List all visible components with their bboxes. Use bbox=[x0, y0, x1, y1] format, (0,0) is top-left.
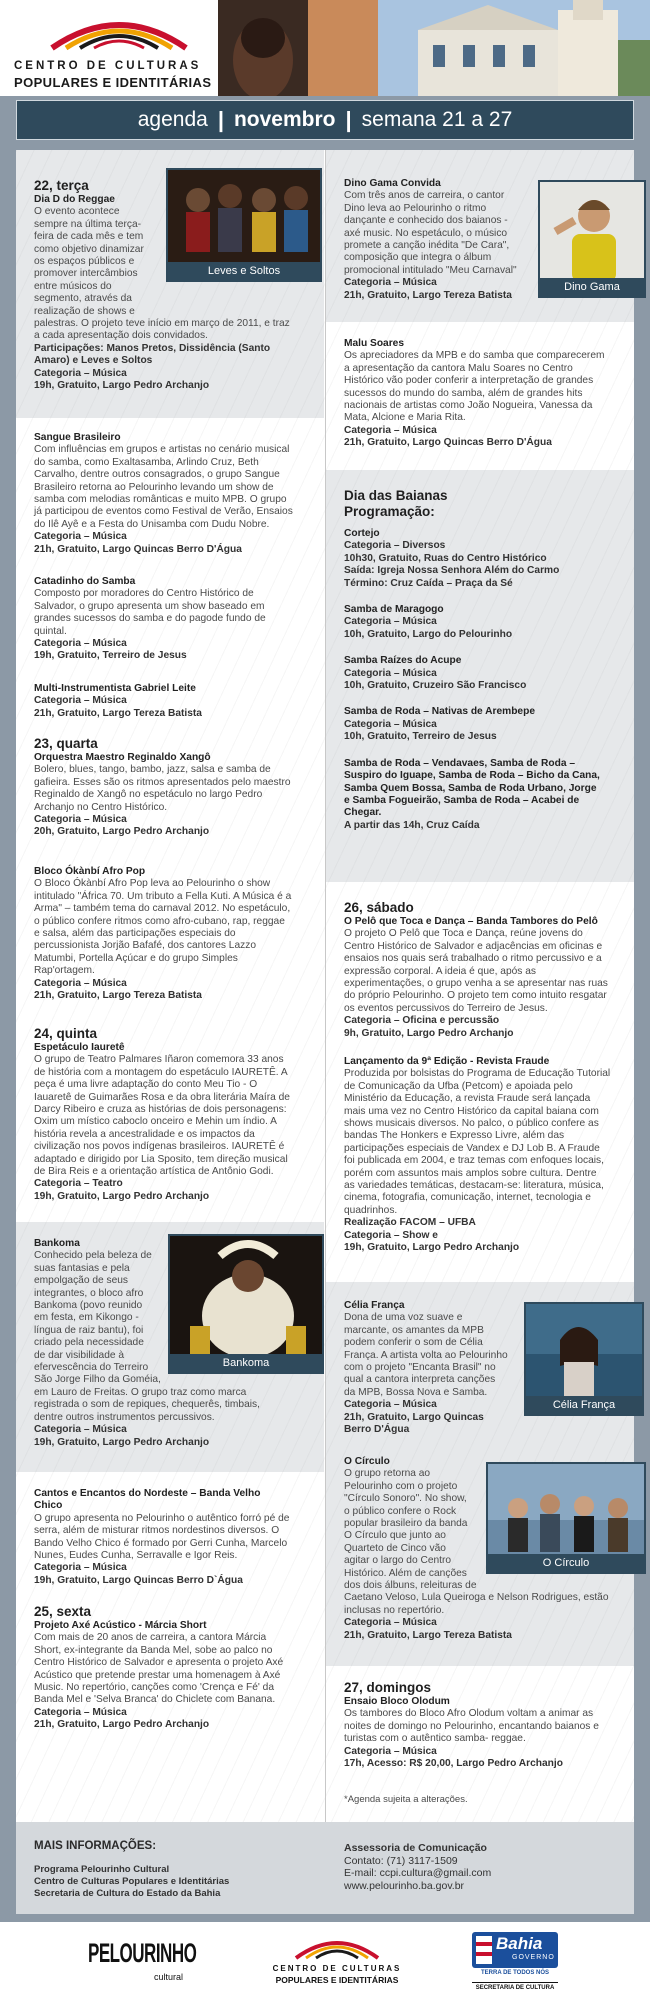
desc-line: percussionista Jorjão Bafafé, dos cantores Lazzo bbox=[34, 940, 256, 952]
event-participants: Amaro) e Leves e Soltos bbox=[34, 355, 153, 367]
desc-line: gafieira. Esses são os ritmos apresentados pelo maestro bbox=[34, 776, 291, 788]
desc-line: Pelourinho com o projeto bbox=[344, 1480, 458, 1492]
desc-line: de dar visibilidade à bbox=[34, 1349, 125, 1361]
desc-line: Acústico que pretende prestar uma homenagem à Axé bbox=[34, 1669, 281, 1681]
event-realization: Realização FACOM – UFBA bbox=[344, 1217, 476, 1229]
event-catadinho-do-samba bbox=[34, 576, 320, 663]
event-category: Categoria – Música bbox=[34, 814, 127, 826]
desc-line: Archanjo no Centro Histórico. bbox=[34, 801, 168, 813]
event-category: Categoria – Música bbox=[344, 1399, 437, 1411]
desc-line: O grupo de Teatro Palmares Iñaron comemora 33 anos bbox=[34, 1054, 284, 1066]
desc-line: Salvador, o grupo apresenta um show baseado em bbox=[34, 600, 265, 612]
title-separator: | bbox=[217, 107, 224, 132]
day-heading: 24, quinta bbox=[34, 1026, 98, 1041]
desc-line: Com mais de 20 anos de carreira, a cantora Márcia bbox=[34, 1632, 267, 1644]
desc-line: quadrinhos. bbox=[344, 1204, 398, 1216]
photo-leves-e-soltos bbox=[166, 168, 322, 282]
event-title: Bankoma bbox=[34, 1238, 80, 1249]
ccpi-footer-logo bbox=[262, 1932, 412, 1992]
event-title: O Círculo bbox=[344, 1456, 390, 1467]
day-heading: 22, terça bbox=[34, 178, 89, 193]
event-info: 19h, Gratuito, Terreiro de Jesus bbox=[34, 650, 187, 662]
event-revista-fraude bbox=[344, 1056, 630, 1255]
event-info: 9h, Gratuito, Largo Pedro Archanjo bbox=[344, 1027, 514, 1039]
desc-line: Caetano Veloso, Lula Queiroga e Nelson Rodrigues, estão bbox=[344, 1592, 609, 1604]
ccpi-footer-line2: POPULARES E IDENTITÁRIAS bbox=[275, 1975, 399, 1985]
desc-line: França. A artista volta ao Pelourinho bbox=[344, 1349, 508, 1361]
desc-line: e salsa, além das participações especiais do bbox=[34, 928, 236, 940]
program-item-title: Samba Quem Bossa, Samba de Roda Urbano, Jorge bbox=[344, 782, 597, 794]
event-category: Categoria – Música bbox=[34, 977, 127, 989]
photo-caption: Leves e Soltos bbox=[168, 262, 320, 280]
desc-line: popular brasileiro da banda bbox=[344, 1518, 468, 1530]
day-heading: 26, sábado bbox=[344, 900, 414, 915]
desc-line: a cada apresentação dois convidados. bbox=[34, 330, 208, 342]
desc-line: inclusas no repertório. bbox=[344, 1604, 445, 1616]
desc-line: as variedades temáticas, destacam-se: literatura, música, bbox=[344, 1180, 604, 1192]
logo-line1: CENTRO DE CULTURAS bbox=[14, 60, 202, 72]
desc-line: São Jorge Filho da Goméia, bbox=[34, 1374, 161, 1386]
photo-caption: Bankoma bbox=[170, 1354, 322, 1372]
event-desc-narrow bbox=[344, 1312, 524, 1436]
event-title: Projeto Axé Acústico - Márcia Short bbox=[34, 1620, 207, 1631]
event-desc-narrow bbox=[34, 1250, 164, 1386]
event-info: 17h, Acesso: R$ 20,00, Largo Pedro Archanjo bbox=[344, 1758, 563, 1770]
desc-line: Oxim um místico caboclo onceiro e Mehin um índio. A bbox=[34, 1116, 277, 1128]
celia-franca-photo-icon bbox=[526, 1304, 644, 1400]
desc-line: samba com melodias românticas e muito MPB. O grupo bbox=[34, 494, 287, 506]
desc-line: cinema, fotografia, comunicação, internet, tecnologia e bbox=[344, 1192, 591, 1204]
event-title: Sangue Brasileiro bbox=[34, 432, 121, 443]
desc-line: mais uma vez no Centro Histórico da capital baiana com bbox=[344, 1105, 599, 1117]
desc-line: foi publicada em 2004, e traz temas com enfoques locais, bbox=[344, 1155, 604, 1167]
bahia-flag-icon bbox=[476, 1936, 492, 1964]
desc-line: O Círculo que junto ao bbox=[344, 1530, 446, 1542]
event-info: 19h, Gratuito, Largo Pedro Archanjo bbox=[34, 380, 210, 392]
desc-line: Composto por moradores do Centro Histórico de bbox=[34, 588, 254, 600]
event-info: 21h, Gratuito, Largo Tereza Batista bbox=[344, 1629, 512, 1641]
desc-line: promocional intitulado "Meu Carnaval" bbox=[344, 264, 517, 276]
desc-line: ensaios nos quais será trabalhado o ritmo percussivo e a bbox=[344, 953, 602, 965]
event-category: Categoria – Música bbox=[34, 695, 127, 707]
desc-line: Histórico vão poder conferir a interpretação de grandes bbox=[344, 375, 594, 387]
event-info: 21h, Gratuito, Largo Pedro Archanjo bbox=[34, 1719, 210, 1731]
ccpi-logo bbox=[14, 8, 214, 92]
program-item-title: Samba Raízes do Acupe bbox=[344, 655, 462, 667]
desc-line: O grupo apresenta no Pelourinho o autêntico forró pé de bbox=[34, 1512, 290, 1524]
desc-line: os eventos percussivos do Terreiro de Jesus. bbox=[344, 1002, 548, 1014]
desc-line: de história com a montagem do espetáculo IAURETÊ. A bbox=[34, 1066, 288, 1078]
event-malu-soares bbox=[344, 338, 630, 450]
photo-caption: O Círculo bbox=[488, 1554, 644, 1572]
event-espetaculo-iaurete bbox=[34, 1026, 320, 1203]
desc-line: integrantes, o bloco afro bbox=[34, 1287, 144, 1299]
bahia-logo-box bbox=[472, 1932, 558, 1968]
program-item-line: A partir das 14h, Cruz Caída bbox=[344, 819, 480, 831]
desc-line: língua de raiz bantu), foi bbox=[34, 1324, 144, 1336]
event-dia-das-baianas bbox=[344, 488, 630, 832]
spacer bbox=[344, 520, 630, 528]
event-desc-narrow bbox=[344, 1468, 484, 1580]
desc-line: porém com assuntos mais amplos sobre cultura. Dentre bbox=[344, 1167, 597, 1179]
desc-line: grandes sucessos do samba e do pagode fundo de bbox=[34, 613, 266, 625]
band-photo-icon bbox=[168, 170, 322, 266]
section-heading: Programação: bbox=[344, 504, 435, 519]
desc-line: de Comunicação da Ufba (Petcom) e apoiada pelo bbox=[344, 1080, 573, 1092]
event-title: Lançamento da 9ª Edição - Revista Fraude bbox=[344, 1056, 550, 1067]
event-title: Cantos e Encantos do Nordeste – Banda Velho bbox=[34, 1488, 261, 1499]
event-orquestra-xango bbox=[34, 736, 320, 839]
desc-line: Iauaretê de Guimarães Rosa e da obra literária Maíra de bbox=[34, 1091, 290, 1103]
desc-line: criado pela necessidade bbox=[34, 1337, 144, 1349]
desc-line: Conhecido pela beleza de bbox=[34, 1250, 152, 1262]
bankoma-photo-icon bbox=[170, 1236, 324, 1358]
event-info: 19h, Gratuito, Largo Quincas Berro D`Água bbox=[34, 1574, 243, 1586]
program-item-line: 10h, Gratuito, Cruzeiro São Francisco bbox=[344, 680, 527, 692]
desc-line: Centro Histórico de Salvador e apresenta o projeto Axé bbox=[34, 1657, 284, 1669]
desc-line: intitulado "África 70. Um tributo a Fella Kuti. A Música é a bbox=[34, 890, 292, 902]
desc-line: feira de cada mês e tem bbox=[34, 231, 144, 243]
pelourinho-cultural-logo bbox=[88, 1938, 208, 1986]
press-contact bbox=[344, 1842, 491, 1892]
event-title: Espetáculo Iauretê bbox=[34, 1042, 125, 1053]
header-photo-collage bbox=[218, 0, 650, 100]
photo-o-circulo bbox=[486, 1462, 646, 1574]
logo-arcs-icon bbox=[44, 8, 194, 52]
desc-line: noites de domingo no Pelourinho, encantando baianos e bbox=[344, 1720, 599, 1732]
program-item-title: Samba de Roda – Vendavaes, Samba de Roda – bbox=[344, 757, 576, 769]
desc-line: serra, além de misturar ritmos nordestinos diversos. O bbox=[34, 1525, 280, 1537]
desc-line: O projeto O Pelô que Toca e Dança, reúne jovens do bbox=[344, 928, 583, 940]
event-category: Categoria – Teatro bbox=[34, 1178, 123, 1190]
event-info: 21h, Gratuito, Largo Tereza Batista bbox=[34, 707, 202, 719]
event-category: Categoria – Música bbox=[344, 1617, 437, 1629]
desc-line: Quarteto de Cinco vão bbox=[344, 1542, 446, 1554]
spacer bbox=[344, 692, 630, 706]
program-item-line: Categoria – Música bbox=[344, 718, 437, 730]
desc-line: Bankoma (povo reunido bbox=[34, 1300, 143, 1312]
desc-line: turistas com o autêntico samba- reggae. bbox=[344, 1733, 526, 1745]
event-category: Categoria – Música bbox=[34, 638, 127, 650]
event-axe-acustico bbox=[34, 1604, 320, 1732]
bahia-logo-text: Bahia bbox=[496, 1934, 543, 1953]
desc-line: os espaços públicos e bbox=[34, 256, 135, 268]
event-info: Berro D'Água bbox=[344, 1424, 410, 1436]
event-desc-narrow bbox=[34, 206, 162, 318]
logos-top-bar bbox=[0, 1918, 650, 1922]
desc-line: Nunes, Eudes Cunha, Serravalle e Igor Reis. bbox=[34, 1550, 238, 1562]
program-item-line: Categoria – Diversos bbox=[344, 540, 446, 552]
event-banda-velho-chico bbox=[34, 1488, 320, 1587]
desc-line: Dona de uma voz suave e bbox=[344, 1312, 463, 1324]
desc-line: nacionais de artistas como João Nogueira, Vanessa da bbox=[344, 400, 593, 412]
photo-caption: Célia França bbox=[526, 1396, 642, 1414]
pelourinho-logo-text: PELOURINHO bbox=[88, 1938, 197, 1969]
event-title: Célia França bbox=[344, 1300, 405, 1311]
desc-line: quintal. bbox=[34, 625, 67, 637]
logo-line2: POPULARES E IDENTITÁRIAS bbox=[14, 75, 212, 90]
desc-line: sucessos do mundo do samba, além de grandes hits bbox=[344, 387, 583, 399]
program-item-title: Suspiro do Iguape, Samba de Roda – Bicho da Cana, bbox=[344, 770, 600, 782]
event-title: Orquestra Maestro Reginaldo Xangô bbox=[34, 752, 211, 763]
desc-line: Banda Mel e 'Selva Branca' do Chiclete com Banana. bbox=[34, 1694, 276, 1706]
desc-line: axé music. No espetáculo, o músico bbox=[344, 227, 508, 239]
desc-line: realização de shows e bbox=[34, 305, 135, 317]
desc-line: sempre na última terça- bbox=[34, 218, 142, 230]
bahia-government-logo bbox=[470, 1932, 560, 1992]
desc-line: civilização nos povos indígenas brasileiros. IAURETÊ é bbox=[34, 1141, 285, 1153]
event-title-cont: Chico bbox=[34, 1500, 63, 1512]
desc-line: shows musicais diversos. No palco, o público confere as bbox=[344, 1118, 599, 1130]
contact-website: www.pelourinho.ba.gov.br bbox=[344, 1879, 465, 1892]
event-category: Categoria – Música bbox=[34, 1706, 127, 1718]
desc-line: a apresentação da cantora Malu Soares no Centro bbox=[344, 362, 573, 374]
desc-line: do Ilê Ayê e a Festa do Unisamba com Dudu Nobre. bbox=[34, 518, 270, 530]
desc-line: O evento acontece bbox=[34, 206, 120, 218]
program-item-line: Categoria – Música bbox=[344, 667, 437, 679]
event-category: Categoria – Música bbox=[344, 277, 437, 289]
event-pelo-toca-danca bbox=[344, 900, 630, 1040]
agenda-titlebar bbox=[16, 100, 634, 140]
desc-line: entre músicos do bbox=[34, 280, 112, 292]
event-sangue-brasileiro bbox=[34, 432, 320, 556]
pelourinho-logo-sub: cultural bbox=[154, 1972, 184, 1982]
desc-line: marcante, os amantes da MPB bbox=[344, 1324, 484, 1336]
desc-line: O Bloco Ókànbí Afro Pop leva ao Pelourinho o show bbox=[34, 878, 271, 890]
photo-caption: Dino Gama bbox=[540, 278, 644, 296]
desc-line: dos dois álbuns, releituras de bbox=[344, 1580, 477, 1592]
contact-email: E-mail: ccpi.cultura@gmail.com bbox=[344, 1867, 492, 1879]
desc-line: adaptado e dirigido por Lia Sposito, tem direção musical bbox=[34, 1153, 288, 1165]
desc-line: palestras. O projeto teve início em março de 2011, e traz bbox=[34, 318, 290, 330]
day-heading: 25, sexta bbox=[34, 1604, 92, 1619]
desc-line: história revela a ancestralidade e os impactos da bbox=[34, 1128, 255, 1140]
event-bloco-okanbi bbox=[34, 866, 320, 1002]
more-info-heading: MAIS INFORMAÇÕES: bbox=[34, 1840, 157, 1852]
contact-phone: Contato: (71) 3117-1509 bbox=[344, 1854, 458, 1867]
desc-line: Bolero, blues, tango, bambo, jazz, salsa e samba de bbox=[34, 764, 271, 776]
program-item-title: Chegar. bbox=[344, 807, 382, 819]
event-category: Categoria – Música bbox=[34, 531, 127, 543]
event-category: Categoria – Música bbox=[344, 424, 437, 436]
title-agenda: agenda bbox=[137, 108, 208, 131]
desc-line: suas fantasias e pela bbox=[34, 1262, 130, 1274]
event-info: 19h, Gratuito, Largo Pedro Archanjo bbox=[34, 1436, 210, 1448]
desc-line: Histórico. Além de canções bbox=[344, 1567, 467, 1579]
program-item-title: Samba de Maragogo bbox=[344, 604, 444, 616]
event-category: Categoria – Música bbox=[34, 1562, 127, 1574]
desc-line: como objetivo dinamizar bbox=[34, 243, 144, 255]
spacer bbox=[344, 590, 630, 604]
org-line: Programa Pelourinho Cultural bbox=[34, 1864, 170, 1875]
program-item-line: 10h, Gratuito, Largo do Pelourinho bbox=[344, 628, 513, 640]
org-line: Secretaria de Cultura do Estado da Bahia bbox=[34, 1888, 221, 1899]
desc-line: o público confere ritmos como afro-cubano, rap, reggae bbox=[34, 915, 285, 927]
desc-line: Reginaldo de Xangô no espetáculo no largo Pedro bbox=[34, 789, 263, 801]
event-category: Categoria – Show e bbox=[344, 1229, 438, 1241]
event-title: Malu Soares bbox=[344, 338, 405, 349]
event-title: O Pelô que Toca e Dança – Banda Tambores do Pelô bbox=[344, 916, 598, 927]
program-item-line: Saída: Igreja Nossa Senhora Além do Carmo bbox=[344, 565, 560, 577]
desc-line: dentre outros instrumentos percussivos. bbox=[34, 1411, 215, 1423]
event-desc-narrow bbox=[344, 190, 530, 277]
event-info: 21h, Gratuito, Largo Tereza Batista bbox=[344, 289, 512, 301]
desc-line: expressão corporal. A ideia é que, após as bbox=[344, 965, 536, 977]
desc-line: Rap'ortagem. bbox=[34, 965, 95, 977]
desc-line: Brasileiro retorna ao Pelourinho levando um show de bbox=[34, 481, 274, 493]
footer-logos bbox=[0, 1918, 650, 2000]
title-month: novembro bbox=[233, 108, 336, 131]
event-title: Catadinho do Samba bbox=[34, 576, 136, 587]
event-info: 21h, Gratuito, Largo Quincas Berro D'Água bbox=[34, 543, 242, 555]
event-bloco-olodum bbox=[344, 1680, 630, 1770]
desc-line: segmento, através da bbox=[34, 293, 132, 305]
title-separator: | bbox=[345, 107, 352, 132]
agenda-note: *Agenda sujeita a alterações. bbox=[344, 1794, 468, 1805]
desc-line: Os tambores do Bloco Afro Olodum voltam a animar as bbox=[344, 1708, 594, 1720]
desc-line: composição que integra o álbum bbox=[344, 252, 492, 264]
program-item-title: Cortejo bbox=[344, 528, 380, 539]
more-info-section bbox=[16, 1822, 634, 1914]
event-category: Categoria – Música bbox=[344, 1745, 437, 1757]
desc-line: Matumbi, Portella Açúcar e do grupo Simples bbox=[34, 952, 238, 964]
desc-line: do samba, como Exaltasamba, Arlindo Cruz, Beth bbox=[34, 456, 259, 468]
program-item-line: 10h, Gratuito, Terreiro de Jesus bbox=[344, 731, 497, 743]
o-circulo-photo-icon bbox=[488, 1464, 646, 1558]
event-info: 21h, Gratuito, Largo Quincas bbox=[344, 1411, 484, 1423]
desc-line: efervescência do Terreiro bbox=[34, 1362, 149, 1374]
agenda-body bbox=[16, 150, 634, 1822]
event-info: 20h, Gratuito, Largo Pedro Archanjo bbox=[34, 826, 210, 838]
spacer bbox=[344, 641, 630, 655]
program-item-title: Samba de Roda – Nativas de Arembepe bbox=[344, 706, 535, 718]
ccpi-footer-line1: CENTRO DE CULTURAS bbox=[272, 1964, 402, 1973]
titlebar-frame bbox=[0, 96, 650, 144]
desc-line: promete a canção inédita "De Cara", bbox=[344, 240, 510, 252]
event-info: 21h, Gratuito, Largo Tereza Batista bbox=[34, 990, 202, 1002]
photo-celia-franca bbox=[524, 1302, 644, 1416]
desc-line: da MPB, Bossa Nova e Samba. bbox=[344, 1386, 488, 1398]
event-participants: Participações: Manos Pretos, Dissidência (Santo bbox=[34, 342, 271, 354]
desc-line: "Círculo Sonoro". No show, bbox=[344, 1493, 467, 1505]
event-category: Categoria – Música bbox=[34, 1424, 127, 1436]
event-category: Categoria – Oficina e percussão bbox=[344, 1015, 500, 1027]
event-info: 19h, Gratuito, Largo Pedro Archanjo bbox=[34, 1190, 210, 1202]
desc-line: Carvalho, dentre outros consagrados, o grupo Sangue bbox=[34, 469, 280, 481]
event-gabriel-leite bbox=[34, 683, 320, 720]
desc-line: Ministério da Educação, a revista Fraude será lançada bbox=[344, 1093, 591, 1105]
spacer bbox=[344, 744, 630, 758]
desc-line: empolgação de seus bbox=[34, 1275, 129, 1287]
desc-line: com o projeto "Encanta Brasil" no bbox=[344, 1362, 496, 1374]
event-title: Bloco Ókànbí Afro Pop bbox=[34, 866, 146, 877]
desc-line: podem conferir o som de Célia bbox=[344, 1337, 483, 1349]
ccpi-arcs-icon bbox=[292, 1932, 382, 1960]
more-info-orgs bbox=[34, 1864, 229, 1900]
desc-line: Centro Histórico de Salvador e adjacências em oficinas e bbox=[344, 940, 603, 952]
desc-line: Com três anos de carreira, o cantor bbox=[344, 190, 505, 202]
desc-line: Arma" – também tema do carnaval 2012. No espetáculo, bbox=[34, 903, 291, 915]
desc-line: de Bira Reis e a orientação artística de Antônio Godi. bbox=[34, 1166, 274, 1178]
program-item-line: Categoria – Música bbox=[344, 616, 437, 628]
desc-line: qual a cantora interpreta canções bbox=[344, 1374, 496, 1386]
desc-line: Com influências em grupos e artistas no cenário musical bbox=[34, 444, 290, 456]
day-heading: 23, quarta bbox=[34, 736, 98, 751]
event-title: Multi-Instrumentista Gabriel Leite bbox=[34, 683, 196, 694]
dino-gama-photo-icon bbox=[540, 182, 646, 282]
desc-line: Bando Velho Chico é formado por Gerri Cunha, Marcelo bbox=[34, 1537, 288, 1549]
desc-line: promover intercâmbios bbox=[34, 268, 138, 280]
desc-line: do próprio Pelourinho. O projeto tem como intuito resgatar bbox=[344, 990, 607, 1002]
desc-line: em festa, em Kikongo - bbox=[34, 1312, 139, 1324]
bahia-tagline: TERRA DE TODOS NÓS bbox=[480, 1970, 549, 1976]
program-item-line: 10h30, Gratuito, Ruas do Centro Histórico bbox=[344, 552, 547, 564]
event-title: Ensaio Bloco Olodum bbox=[344, 1696, 450, 1707]
desc-line: registrada o som de repiques, chequerês, timbais, bbox=[34, 1399, 260, 1411]
desc-line: O grupo retorna ao bbox=[344, 1468, 431, 1480]
desc-line: agitar o largo do Centro bbox=[344, 1555, 452, 1567]
event-info: 19h, Gratuito, Largo Pedro Archanjo bbox=[344, 1242, 520, 1254]
desc-line: dançante e conhecido dos baianos - bbox=[344, 215, 508, 227]
desc-line: o público confere o Rock bbox=[344, 1505, 457, 1517]
desc-line: Darcy Ribeiro e cruza as histórias de dois personagens: bbox=[34, 1104, 287, 1116]
event-title: Dino Gama Convida bbox=[344, 178, 441, 189]
header bbox=[0, 0, 650, 100]
desc-line: Dino leva ao Pelourinho o ritmo bbox=[344, 202, 487, 214]
event-title: Dia D do Reggae bbox=[34, 194, 115, 205]
desc-line: Produzida por bolsistas do Programa de Educação Tutorial bbox=[344, 1068, 611, 1080]
desc-line: experimentações, o grupo venha a se apresentar nas ruas bbox=[344, 978, 608, 990]
secretaria-label: SECRETARIA DE CULTURA bbox=[472, 1982, 558, 1991]
desc-line: já participou de eventos como Festival de Verão, Ensaios bbox=[34, 506, 293, 518]
desc-line: Music. No repertório, canções como 'Crença e Fé' da bbox=[34, 1682, 275, 1694]
bahia-logo-gov: GOVERNO bbox=[512, 1954, 555, 1961]
org-line: Centro de Culturas Populares e Identitárias bbox=[34, 1876, 230, 1887]
program-item-title: e Samba Fogueirão, Samba de Roda – Acabei de bbox=[344, 794, 580, 806]
day-heading: 27, domingos bbox=[344, 1680, 432, 1695]
desc-line: bandas The Honkers e Expresso Livre, além das bbox=[344, 1130, 565, 1142]
desc-line: Mata, Alcione e Maria Rita. bbox=[344, 412, 466, 424]
desc-line: Os apreciadores da MPB e do samba que comparecerem bbox=[344, 350, 605, 362]
desc-line: participações especiais de Vandex e DJ Lob B. A Fraude bbox=[344, 1142, 600, 1154]
title-week: semana 21 a 27 bbox=[361, 108, 513, 131]
photo-bankoma bbox=[168, 1234, 324, 1374]
photo-dino-gama bbox=[538, 180, 646, 298]
event-info: 21h, Gratuito, Largo Quincas Berro D'Água bbox=[344, 437, 552, 449]
event-category: Categoria – Música bbox=[34, 367, 127, 379]
section-heading: Dia das Baianas bbox=[344, 488, 448, 503]
desc-line: peça é uma livre adaptação do conto Meu Tio - O bbox=[34, 1079, 258, 1091]
press-heading: Assessoria de Comunicação bbox=[344, 1842, 487, 1854]
desc-line: Short, ex-integrante da Banda Mel, sobe ao palco no bbox=[34, 1644, 273, 1656]
program-item-line: Término: Cruz Caída – Praça da Sé bbox=[344, 577, 513, 589]
desc-line: em Lauro de Freitas. O grupo traz como marca bbox=[34, 1386, 247, 1398]
